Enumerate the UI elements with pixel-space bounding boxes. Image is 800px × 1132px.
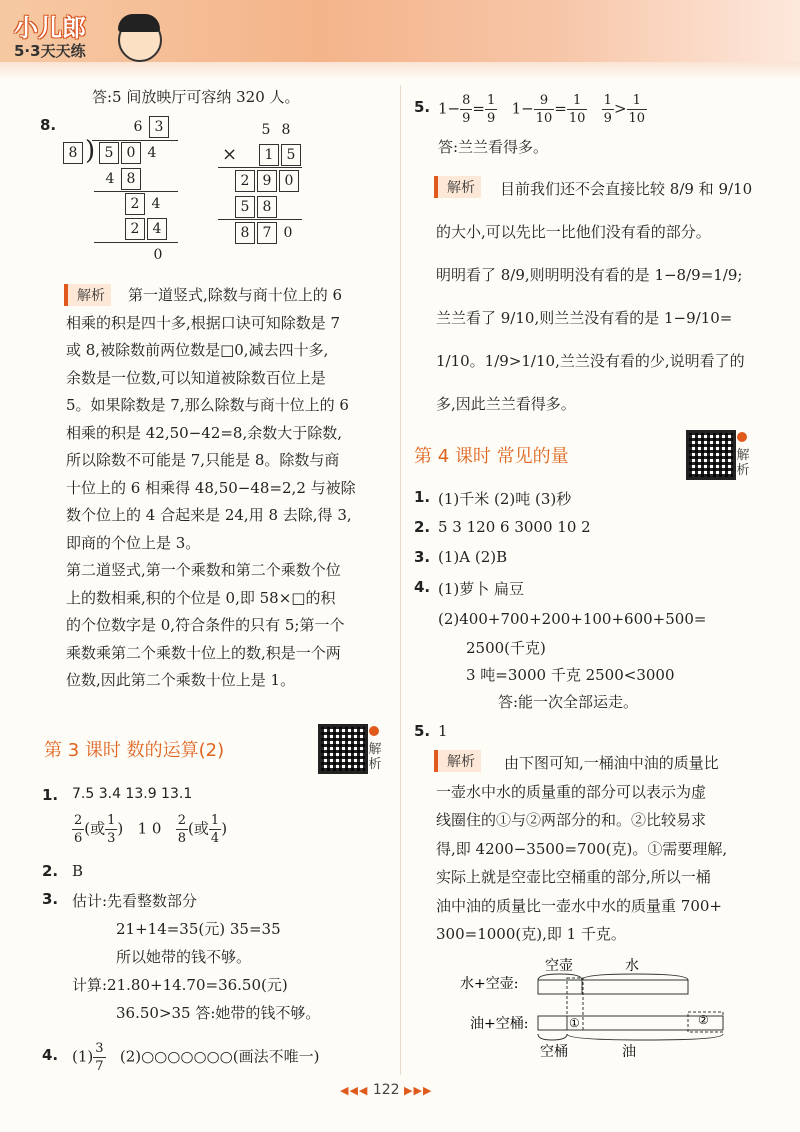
mul-box: 5: [235, 196, 255, 218]
answer-text: 2500(千克): [466, 639, 546, 657]
analysis-line: 第一道竖式,除数与商十位上的 6: [128, 286, 343, 304]
answer-text: (1)萝卜 扁豆: [438, 580, 525, 598]
analysis-line: 相乘的积是 42,50−42=8,余数大于除数,: [66, 423, 343, 442]
svg-text:水+空壶:: 水+空壶:: [460, 976, 519, 992]
answer-text: 1: [438, 722, 448, 740]
step-box: 8: [121, 168, 141, 190]
mul-box: 0: [279, 170, 299, 192]
analysis-line: 第二道竖式,第一个乘数和第二个乘数个位: [66, 561, 341, 579]
analysis-tag: 解析: [434, 750, 481, 772]
mul-box: 2: [235, 170, 255, 192]
analysis-line: 目前我们还不会直接比较 8/9 和 9/10: [500, 180, 753, 198]
dividend-box: 5: [99, 142, 119, 164]
svg-text:油: 油: [622, 1044, 636, 1060]
dividend-box: 0: [121, 142, 141, 164]
page-footer: [340, 1082, 432, 1098]
quotient-box: 3: [149, 116, 169, 138]
analysis-line: 得,即 4200−3500=700(克)。①需要理解,: [436, 839, 728, 858]
remainder: 0: [153, 247, 163, 263]
header-fade: [0, 62, 800, 80]
quotient-digit: 6: [133, 119, 143, 135]
analysis-line: 油中油的质量比一壶水中水的质量重 700+: [436, 896, 722, 915]
analysis-line: 一壶水中水的质量重的部分可以表示为虚: [436, 782, 707, 801]
analysis-line: 相乘的积是四十多,根据口诀可知除数是 7: [66, 313, 341, 332]
play-icon: [737, 432, 747, 442]
answer-text: 所以她带的钱不够。: [116, 948, 252, 966]
qr-code-icon[interactable]: [318, 724, 368, 774]
analysis-line: 乘数乘第二个乘数十位上的数,积是一个两: [66, 643, 341, 662]
svg-text:①: ①: [569, 1016, 580, 1030]
prev-arrows-icon: ◀◀◀: [340, 1084, 369, 1097]
question-number: 2.: [414, 518, 431, 536]
question-number-8: 8.: [40, 116, 57, 134]
answer-text: 7.5 3.4 13.9 13.1: [72, 786, 193, 802]
analysis-line: 上的数相乘,积的个位是 0,即 58×□的积: [66, 588, 336, 607]
question-number: 5.: [414, 722, 431, 740]
qr-label: 解 析: [736, 448, 750, 478]
play-icon: [369, 726, 379, 736]
answer-text: (1)千米 (2)吨 (3)秒: [438, 490, 572, 508]
divisor-box: 8: [63, 142, 83, 164]
step-box: 2: [125, 193, 145, 215]
question-number: 1.: [414, 488, 431, 506]
answer-text: 答:能一次全部运走。: [498, 693, 639, 711]
analysis-line: 或 8,被除数前两位数是□0,减去四十多,: [66, 341, 329, 359]
analysis-line: 线圈住的①与②两部分的和。②比较易求: [436, 811, 707, 829]
analysis-line: 兰兰看了 9/10,则兰兰没有看的是 1−9/10=: [436, 309, 733, 327]
section-title-4: 第 4 课时 常见的量: [414, 446, 569, 467]
analysis-line: 的大小,可以先比一比他们没有看的部分。: [436, 223, 711, 241]
comparison-diagram: [440, 950, 760, 1060]
times-sign: ×: [222, 144, 238, 165]
mul-digit: 5: [261, 122, 271, 138]
step-digit: 4: [105, 171, 115, 187]
division-bracket: ): [85, 136, 96, 166]
analysis-tag: 解析: [64, 284, 111, 306]
question-number: 1.: [42, 786, 59, 804]
answer-text: (2)400+700+200+100+600+500=: [438, 610, 707, 628]
mul-digit: 0: [283, 225, 293, 241]
question-number: 5.: [414, 98, 431, 116]
mul-box: 8: [235, 222, 255, 244]
answer-text: 21+14=35(元) 35=35: [116, 920, 281, 938]
answer-text: 估计:先看整数部分: [72, 892, 198, 910]
page-number: 122: [372, 1082, 400, 1098]
mascot-icon: [118, 18, 162, 62]
next-arrows-icon: ▶▶▶: [404, 1084, 433, 1097]
analysis-line: 位数,因此第二个乘数十位上是 1。: [66, 671, 296, 689]
mul-digit: 8: [281, 122, 291, 138]
answer-text: 答:兰兰看得多。: [438, 138, 549, 156]
analysis-line: 即商的个位上是 3。: [66, 533, 201, 552]
analysis-line: 十位上的 6 相乘得 48,50−48=2,2 与被除: [66, 478, 356, 497]
mul-box: 9: [257, 170, 277, 192]
analysis-line: 所以除数不可能是 7,只能是 8。除数与商: [66, 451, 340, 469]
analysis-line: 多,因此兰兰看得多。: [436, 395, 576, 413]
label-water: 水: [625, 958, 639, 974]
dividend-digit: 4: [147, 145, 157, 161]
brand-subtitle: 5·3天天练: [14, 42, 86, 60]
brand-logo: 小儿郎: [14, 14, 86, 42]
analysis-line: 300=1000(克),即 1 千克。: [436, 925, 626, 943]
bar-oil: [538, 1016, 723, 1030]
answer-text: B: [72, 862, 84, 880]
question-number: 2.: [42, 862, 59, 880]
qr-code-icon[interactable]: [686, 430, 736, 480]
answer-text: (1)A (2)B: [438, 548, 508, 566]
bar-water: [538, 980, 688, 994]
answer-text: 5 3 120 6 3000 10 2: [438, 518, 591, 536]
analysis-line: 5。如果除数是 7,那么除数与商十位上的 6: [66, 396, 349, 414]
step-box: 4: [147, 218, 167, 240]
mul-box: 5: [281, 144, 301, 166]
analysis-line: 由下图可知,一桶油中油的质量比: [504, 754, 719, 772]
analysis-tag: 解析: [434, 176, 481, 198]
fraction-expression: 1− $\frac{8}{9}$ = $\frac{1}{9}$ 1− $\frac{9}{10}$ = $\frac{1}{10}$ $\frac{1}{9}$ > $\frac{1}{10}$: [438, 93, 646, 126]
question-number: 4.: [42, 1046, 59, 1064]
analysis-line: 明明看了 8/9,则明明没有看的是 1−8/9=1/9;: [436, 266, 743, 284]
svg-text:空桶: 空桶: [540, 1044, 568, 1060]
brace: [538, 974, 582, 980]
svg-text:油+空桶:: 油+空桶:: [470, 1016, 529, 1032]
fraction-answers: $\frac{2}{6}$ (或 $\frac{1}{3}$ ) 1 0 $\frac{2}{8}$ (或 $\frac{1}{4}$ ): [74, 813, 228, 846]
column-divider: [400, 85, 401, 1075]
analysis-line: 的个位数字是 0,符合条件的只有 5;第一个: [66, 616, 345, 634]
brace: [582, 974, 688, 980]
svg-text:②: ②: [698, 1013, 709, 1027]
analysis-line: 数个位上的 4 合起来是 24,用 8 去除,得 3,: [66, 506, 352, 524]
qr-label: 解 析: [368, 742, 382, 772]
analysis-line: 1/10。1/9>1/10,兰兰没有看的少,说明看了的: [436, 352, 745, 370]
mul-box: 1: [259, 144, 279, 166]
answer-text: 36.50>35 答:她带的钱不够。: [116, 1004, 321, 1022]
answer-text: (1) $\frac{3}{7}$ (2)○○○○○○○(画法不唯一): [72, 1041, 320, 1074]
question-number: 3.: [42, 890, 59, 908]
question-number: 3.: [414, 548, 431, 566]
answer-line: 答:5 间放映厅可容纳 320 人。: [92, 88, 300, 106]
label-kettle: 空壶: [545, 958, 573, 974]
analysis-line: 实际上就是空壶比空桶重的部分,所以一桶: [436, 868, 711, 886]
mul-box: 8: [257, 196, 277, 218]
answer-text: 计算:21.80+14.70=36.50(元): [72, 976, 288, 994]
step-box: 2: [125, 218, 145, 240]
question-number: 4.: [414, 578, 431, 596]
answer-text: 3 吨=3000 千克 2500<3000: [466, 666, 675, 684]
section-title-3: 第 3 课时 数的运算(2): [44, 740, 225, 761]
mul-box: 7: [257, 222, 277, 244]
step-digit: 4: [151, 196, 161, 212]
analysis-line: 余数是一位数,可以知道被除数百位上是: [66, 368, 326, 387]
